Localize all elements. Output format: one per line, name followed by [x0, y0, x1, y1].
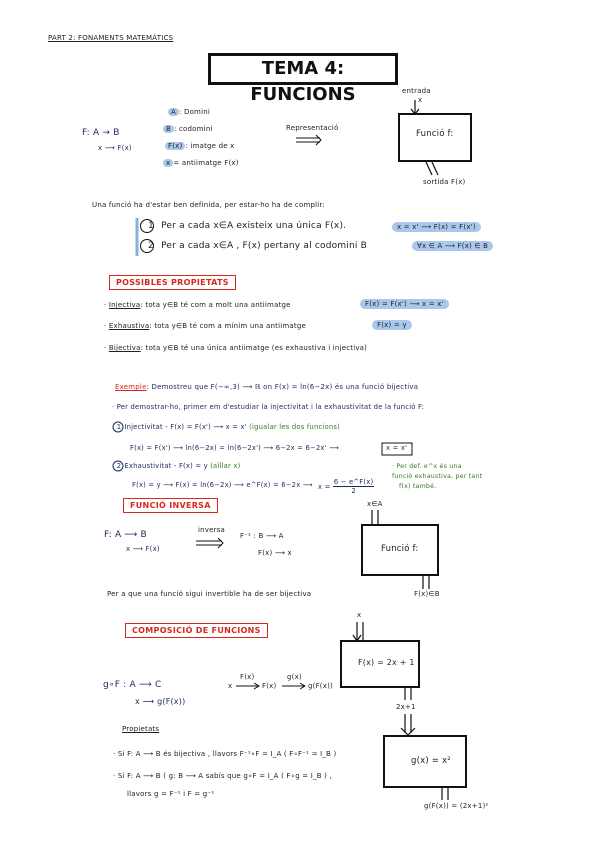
imatge-item: [165, 142, 235, 150]
step-2-side-2: funció exhaustiva, per tant: [392, 473, 483, 480]
chain-g-top: g(x): [287, 673, 302, 681]
function-box: [398, 113, 472, 162]
exhaustiva-text: : tota y∈B té com a mínim una antiimatge: [149, 322, 307, 330]
page-title: TEMA 4: FUNCIONS: [208, 53, 398, 85]
rule-1-text: Per a cada x∈A existeix una única F(x).: [161, 221, 347, 231]
rule-2: 2 Per a cada x∈A , F(x) pertany al codomini B: [148, 241, 368, 251]
imatge-letter: F(x): [165, 142, 185, 150]
comp-prop-3: llavors g = F⁻¹ i F = g⁻¹: [127, 790, 215, 798]
inverse-x-map: x ⟶ F(x): [126, 545, 160, 553]
rule-1-formula: x = x' ⟶ F(x) = F(x'): [392, 222, 481, 232]
exhaustiva-formula: F(x) = y: [372, 320, 412, 330]
fraction-left: x =: [318, 482, 331, 491]
step-2-calc: F(x) = y ⟶ F(x) = ln(6−2x) ⟶ e^F(x) = 6−2x ⟶: [132, 481, 313, 489]
inverse-f-map: F: A ⟶ B: [104, 530, 147, 540]
step-1-note: (igualar les dos funcions): [249, 423, 340, 431]
composition-heading: COMPOSICIÓ DE FUNCIONS: [125, 623, 268, 638]
step-2-side-3: f(x) també.: [399, 483, 437, 490]
composition-box-f: [340, 640, 420, 688]
rule-2-text: Per a cada x∈A , F(x) pertany al codomini B: [161, 241, 368, 251]
inverse-map: F⁻¹ : B ⟶ A: [240, 532, 284, 540]
gof-x-map: x ⟶ g(F(x)): [135, 697, 186, 706]
inverse-out-label: F(x)∈B: [414, 590, 440, 598]
function-box-label: Funció f:: [416, 129, 454, 139]
imatge-text: : imatge de x: [185, 142, 235, 150]
prop-bijectiva: · Bijectiva: tota y∈B té una única antiimatge (es exhaustiva i injectiva): [104, 344, 368, 352]
prop-injectiva: · Injectiva: tota y∈B té com a molt una antiimatge: [104, 301, 291, 309]
inverse-box-label: Funció f:: [381, 544, 419, 554]
part-header: PART 2: FONAMENTS MATEMÀTICS: [48, 34, 174, 42]
rule-1: 1 Per a cada x∈A existeix una única F(x).: [148, 221, 347, 231]
inverse-function-box: [361, 524, 439, 576]
domini-item: [168, 108, 210, 116]
box1-out-label: 2x+1: [396, 703, 416, 711]
entrada-label: entrada: [402, 87, 431, 95]
definition-map: F: A → B: [82, 128, 120, 138]
step-1-calc: F(x) = F(x') ⟶ ln(6−2x) = ln(6−2x') ⟶ 6−2x = 6−2x' ⟶: [130, 444, 340, 452]
codomini-text: : codomini: [174, 125, 213, 133]
fraction-numerator: 6 − e^F(x): [333, 478, 374, 486]
inverse-in-label: x∈A: [367, 500, 383, 508]
example-intro: · Per demostrar-ho, primer em d'estudiar la injectivitat i la exhaustivitat de la funció F:: [112, 403, 425, 411]
properties-sub-heading: Propietats: [122, 725, 160, 733]
sortida-label: sortida F(x): [423, 178, 466, 186]
step-2-heading: 2 Exhaustivitat - F(x) = y (aïllar x): [116, 462, 241, 470]
representacio-label: Representació: [286, 124, 339, 132]
entrada-x: x: [418, 96, 423, 104]
codomini-item: [163, 125, 213, 133]
example-label: Exemple: [115, 383, 147, 391]
chain-fx-top: F(x): [240, 673, 255, 681]
box-f-label: F(x) = 2x + 1: [358, 658, 415, 667]
step-1-result: x = x': [386, 444, 408, 452]
inversa-label: inversa: [198, 526, 226, 534]
box2-out-label: g(F(x)) = (2x+1)²: [424, 802, 489, 810]
comp-prop-2: · Si F: A ⟶ B ( g: B ⟶ A sabís que g∘F = I_A ( F∘g = I_B ) ,: [113, 772, 332, 780]
step-2-fraction: [318, 478, 374, 495]
codomini-letter: B: [163, 125, 174, 133]
step-2-side-1: · Per def. e^x és una: [392, 463, 462, 470]
step-2-label: Exhaustivitat - F(x) = y: [124, 462, 208, 470]
inverse-heading: FUNCIÓ INVERSA: [123, 498, 218, 513]
injectiva-label: Injectiva: [108, 301, 141, 309]
box1-in-label: x: [357, 611, 362, 619]
step-2-note: (aïllar x): [210, 462, 241, 470]
bijectiva-label: Bijectiva: [108, 344, 141, 352]
injectiva-formula: F(x) = F(x') ⟶ x = x': [360, 299, 449, 309]
domini-text: : Domini: [179, 108, 211, 116]
inverse-note: Per a que una funció sigui invertible ha de ser bijectiva: [107, 590, 312, 598]
fraction-denominator: 2: [351, 487, 356, 495]
antiimatge-letter: x: [163, 159, 173, 167]
prop-exhaustiva: · Exhaustiva: tota y∈B té com a mínim una antiimatge: [104, 322, 307, 330]
definition-x-map: x ⟶ F(x): [98, 144, 132, 152]
chain-gfx: g(F(x)): [308, 682, 333, 690]
box-g-label: g(x) = x²: [411, 756, 451, 766]
well-defined-intro: Una funció ha d'estar ben definida, per estar-ho ha de complir:: [92, 201, 325, 209]
composition-box-g: [383, 735, 467, 788]
gof-map: g∘F : A ⟶ C: [103, 680, 162, 690]
antiimatge-text: = antiimatge F(x): [173, 159, 239, 167]
chain-fx: F(x): [262, 682, 277, 690]
example-statement: [115, 383, 418, 391]
domini-letter: A: [168, 108, 179, 116]
antiimatge-item: [163, 159, 239, 167]
step-1-label: Injectivitat - F(x) = F(x') ⟶ x = x': [124, 423, 247, 431]
chain-x: x: [228, 682, 233, 690]
injectiva-text: : tota y∈B té com a molt una antiimatge: [140, 301, 291, 309]
step-1-heading: 1 Injectivitat - F(x) = F(x') ⟶ x = x' (igualar les dos funcions): [116, 423, 340, 431]
rule-2-formula: ∀x ∈ A ⟶ F(x) ∈ B: [412, 241, 493, 251]
example-statement-text: : Demostreu que F(−∞,3) ⟶ ℝ on F(x) = ln(6−2x) és una funció bijectiva: [146, 383, 419, 391]
exhaustiva-label: Exhaustiva: [108, 322, 150, 330]
inverse-x-map-2: F(x) ⟶ x: [258, 549, 292, 557]
comp-prop-1: · Si F: A ⟶ B és bijectiva , llavors F⁻¹∘F = I_A ( F∘F⁻¹ = I_B ): [113, 750, 337, 758]
bijectiva-text: : tota y∈B té una única antiimatge (es exhaustiva i injectiva): [140, 344, 368, 352]
properties-heading: POSSIBLES PROPIETATS: [109, 275, 236, 290]
